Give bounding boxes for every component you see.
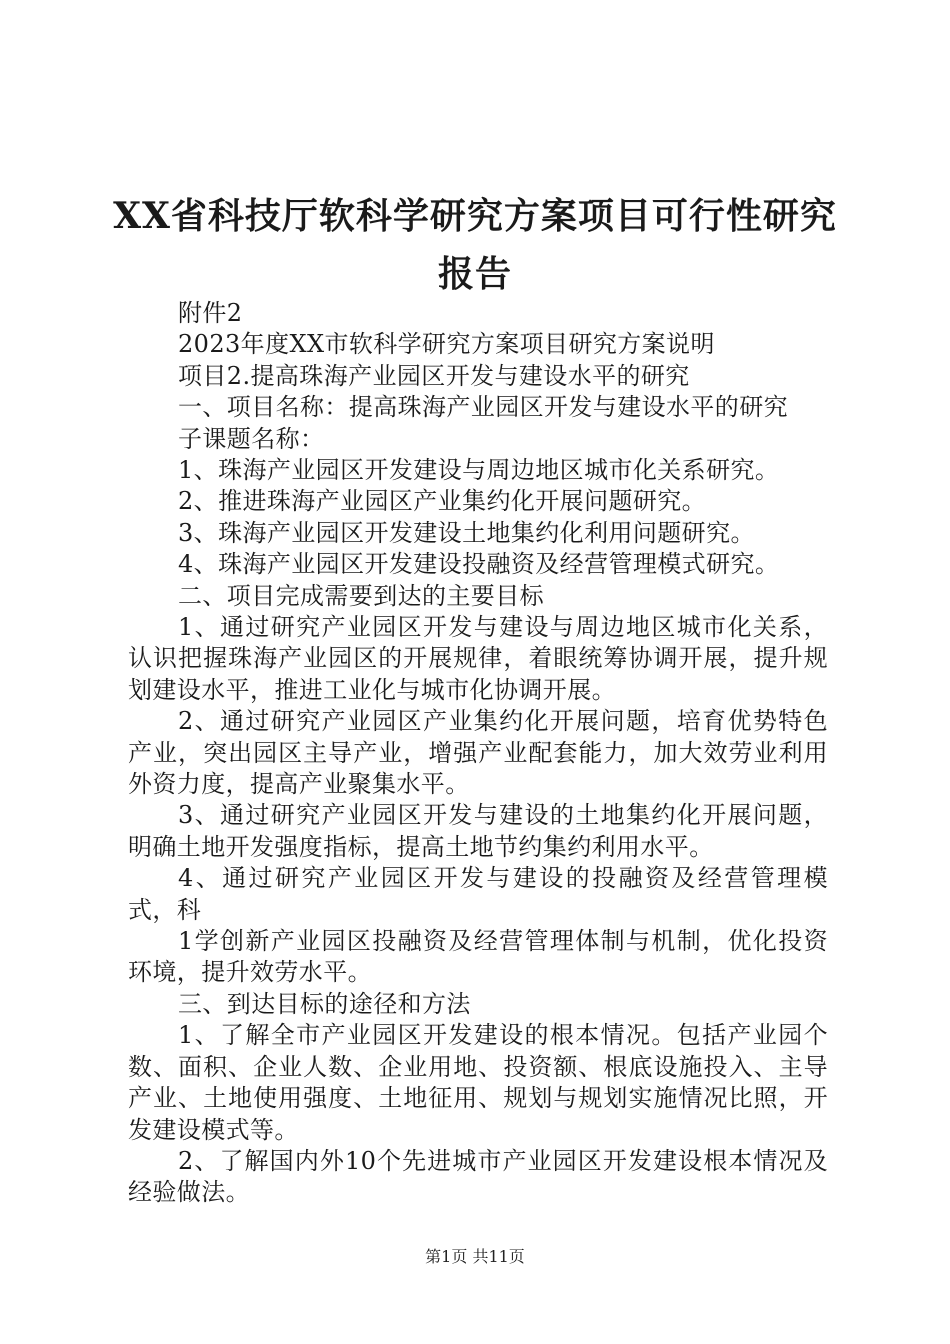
- page-number-footer: 第1页 共11页: [425, 1247, 525, 1266]
- paragraph-plan-title: 2023年度XX市软科学研究方案项目研究方案说明: [178, 330, 715, 359]
- document-body-continued: [128, 612, 828, 1209]
- document-title-line-2: 报告: [437, 253, 512, 295]
- paragraph-section-1-heading: 一、项目名称：提高珠海产业园区开发与建设水平的研究: [178, 393, 788, 422]
- paragraph-section-2-heading: 二、项目完成需要到达的主要目标: [178, 581, 544, 610]
- paragraph-subtopics-label: 子课题名称：: [178, 424, 325, 453]
- document-title-line-1: XX省科技厅软科学研究方案项目可行性研究: [113, 195, 837, 237]
- paragraph-subtopic-1: 1、珠海产业园区开发建设与周边地区城市化关系研究。: [178, 456, 780, 485]
- paragraph-attachment: 附件2: [178, 299, 243, 327]
- paragraph-method-2: 2、了解国内外10个先进城市产业园区开发建设根本情况及经验做法。: [128, 1146, 828, 1207]
- paragraph-project: 项目2.提高珠海产业园区开发与建设水平的研究: [178, 361, 690, 390]
- paragraph-subtopic-2: 2、推进珠海产业园区产业集约化开展问题研究。: [178, 487, 707, 516]
- paragraph-goal-4: 4、通过研究产业园区开发与建设的投融资及经营管理模式，科: [128, 864, 828, 924]
- paragraph-section-3-heading: 三、到达目标的途径和方法: [178, 989, 471, 1018]
- document-body: [128, 298, 843, 612]
- paragraph-subtopic-4: 4、珠海产业园区开发建设投融资及经营管理模式研究。: [178, 550, 780, 579]
- paragraph-subtopic-3: 3、珠海产业园区开发建设土地集约化利用问题研究。: [178, 518, 755, 547]
- paragraph-goal-3: 3、通过研究产业园区开发与建设的土地集约化开展问题，明确土地开发强度指标，提高土地节约集约利用水平。: [128, 801, 828, 861]
- paragraph-goal-2: 2、通过研究产业园区产业集约化开展问题，培育优势特色产业，突出园区主导产业，增强产业配套能力，加大效劳业利用外资力度，提高产业聚集水平。: [128, 707, 828, 799]
- paragraph-goal-1: 1、通过研究产业园区开发与建设与周边地区城市化关系，认识把握珠海产业园区的开展规律，着眼统筹协调开展，提升规划建设水平，推进工业化与城市化协调开展。: [128, 613, 828, 704]
- paragraph-goal-4-continued: 1学创新产业园区投融资及经营管理体制与机制，优化投资环境，提升效劳水平。: [128, 927, 828, 987]
- paragraph-method-1: 1、了解全市产业园区开发建设的根本情况。包括产业园个数、面积、企业人数、企业用地、投资额、根底设施投入、主导产业、土地使用强度、土地征用、规划与规划实施情况比照，开发建设模式等。: [128, 1021, 828, 1144]
